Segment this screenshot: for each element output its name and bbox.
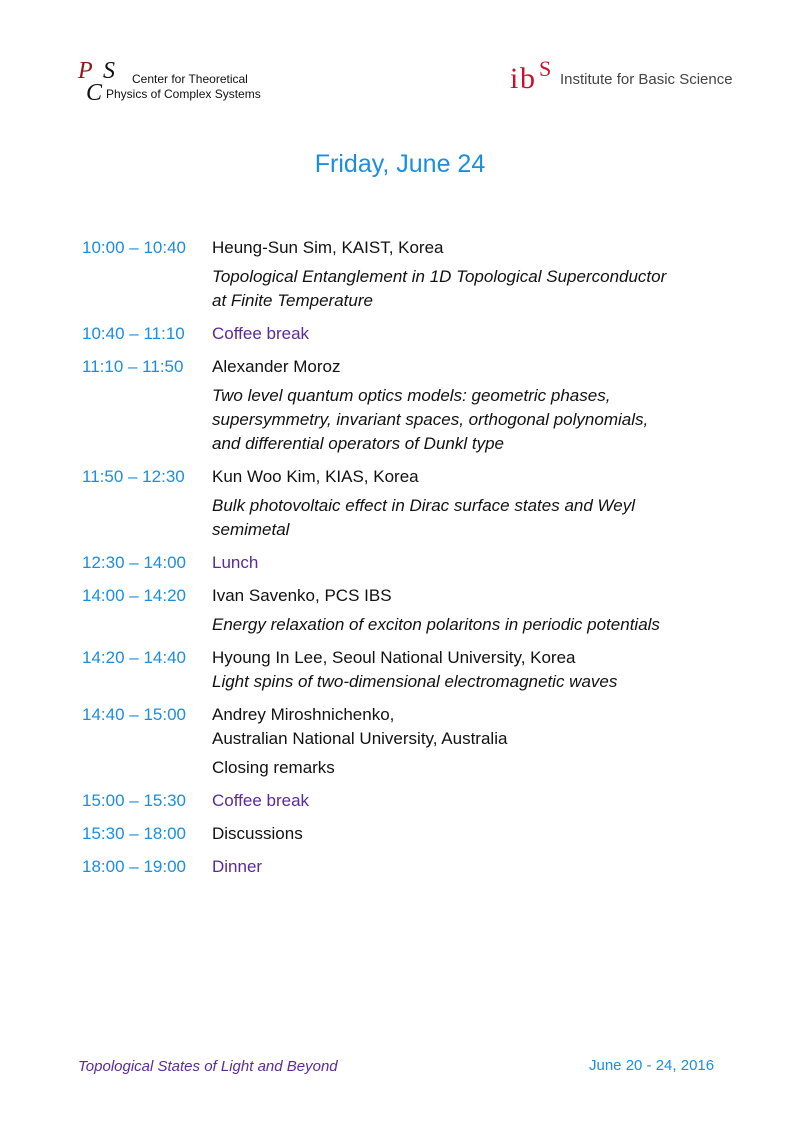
page-title: Friday, June 24 <box>314 150 486 178</box>
schedule-content <box>212 646 742 694</box>
talk-title-line: at Finite Temperature <box>212 291 373 310</box>
talk-title-line: supersymmetry, invariant spaces, orthogonal polynomials, <box>212 410 649 429</box>
schedule-row <box>82 584 742 637</box>
ibs-letter-i: i <box>510 62 519 95</box>
pcs-text-line2: Physics of Complex Systems <box>106 87 261 101</box>
pcs-letter-c: C <box>86 80 103 106</box>
schedule-content <box>212 703 742 780</box>
schedule-row <box>82 789 742 813</box>
speaker: Discussions <box>212 824 303 843</box>
schedule-row <box>82 703 742 780</box>
schedule-time: 14:00 – 14:20 <box>82 586 186 605</box>
speaker: Ivan Savenko, PCS IBS <box>212 586 392 605</box>
pcs-letter-s: S <box>103 58 115 84</box>
closing-remarks: Closing remarks <box>212 758 335 777</box>
schedule-list <box>82 236 742 888</box>
schedule-content <box>212 355 742 456</box>
schedule-time: 10:00 – 10:40 <box>82 238 186 257</box>
schedule-row <box>82 465 742 542</box>
schedule-time: 18:00 – 19:00 <box>82 857 186 876</box>
talk-title-line: Topological Entanglement in 1D Topological Superconductor <box>212 267 667 286</box>
break-label: Lunch <box>212 553 259 572</box>
pcs-text-line1: Center for Theoretical <box>132 72 248 86</box>
ibs-logo-text: Institute for Basic Science <box>560 71 733 88</box>
speaker: Andrey Miroshnichenko, <box>212 705 395 724</box>
ibs-logo-mark <box>508 56 558 100</box>
pcs-logo-text <box>106 72 261 102</box>
schedule-content <box>212 465 742 542</box>
schedule-row <box>82 551 742 575</box>
ibs-letter-s: S <box>539 56 552 81</box>
schedule-time: 12:30 – 14:00 <box>82 553 186 572</box>
schedule-content <box>212 322 742 346</box>
schedule-time: 10:40 – 11:10 <box>82 324 185 343</box>
speaker: Alexander Moroz <box>212 357 341 376</box>
footer-event-title: Topological States of Light and Beyond <box>78 1058 338 1075</box>
speaker: Kun Woo Kim, KIAS, Korea <box>212 467 419 486</box>
schedule-row <box>82 822 742 846</box>
pcs-letter-p: P <box>78 58 93 84</box>
schedule-row <box>82 322 742 346</box>
schedule-row <box>82 355 742 456</box>
schedule-row <box>82 646 742 694</box>
schedule-row <box>82 236 742 313</box>
schedule-time: 14:20 – 14:40 <box>82 648 186 667</box>
ibs-logo <box>508 56 738 100</box>
schedule-row <box>82 855 742 879</box>
schedule-time: 11:50 – 12:30 <box>82 467 185 486</box>
schedule-time: 11:10 – 11:50 <box>82 357 184 376</box>
schedule-content <box>212 584 742 637</box>
schedule-content <box>212 822 742 846</box>
talk-title-line: Two level quantum optics models: geometric phases, <box>212 386 611 405</box>
schedule-time: 15:30 – 18:00 <box>82 824 186 843</box>
speaker: Heung-Sun Sim, KAIST, Korea <box>212 238 444 257</box>
schedule-content <box>212 551 742 575</box>
schedule-content <box>212 855 742 879</box>
talk-title-line: Light spins of two-dimensional electromagnetic waves <box>212 672 618 691</box>
talk-title-line: semimetal <box>212 520 290 539</box>
speaker: Hyoung In Lee, Seoul National University, Korea <box>212 648 576 667</box>
schedule-time: 14:40 – 15:00 <box>82 705 186 724</box>
break-label: Coffee break <box>212 791 310 810</box>
talk-title-line: and differential operators of Dunkl type <box>212 434 505 453</box>
schedule-content <box>212 789 742 813</box>
schedule-time: 15:00 – 15:30 <box>82 791 186 810</box>
ibs-letter-b: b <box>520 62 535 95</box>
break-label: Dinner <box>212 857 263 876</box>
speaker-affiliation: Australian National University, Australia <box>212 729 508 748</box>
talk-title-line: Bulk photovoltaic effect in Dirac surface states and Weyl <box>212 496 635 515</box>
break-label: Coffee break <box>212 324 310 343</box>
footer-dates: June 20 - 24, 2016 <box>589 1057 715 1074</box>
pcs-logo <box>76 58 276 108</box>
talk-title-line: Energy relaxation of exciton polaritons in periodic potentials <box>212 615 660 634</box>
schedule-content <box>212 236 742 313</box>
